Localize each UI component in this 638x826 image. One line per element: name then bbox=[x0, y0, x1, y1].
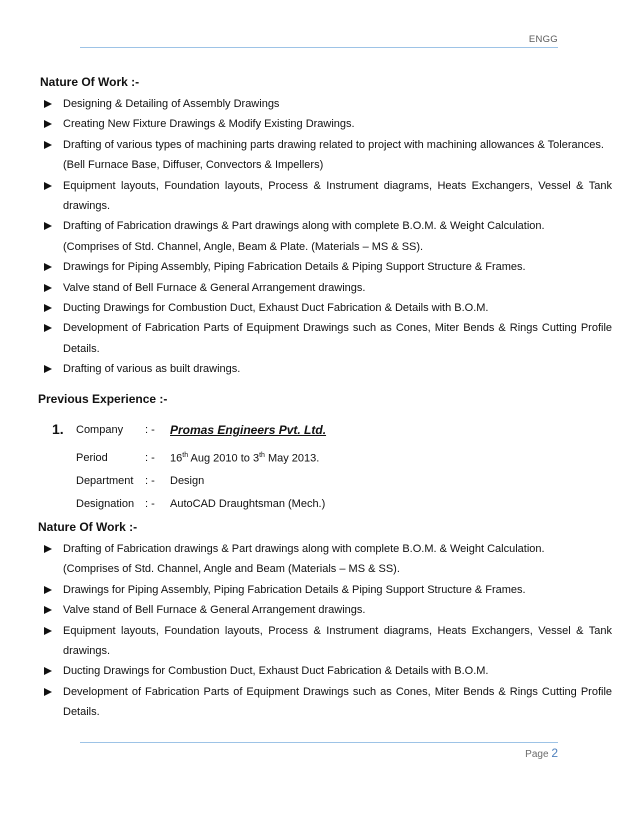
department-separator: : - bbox=[145, 475, 155, 487]
list-item-text: Development of Fabrication Parts of Equipment Drawings such as Cones, Miter Bends & Rings Cutting Profile Details. bbox=[63, 322, 612, 355]
list-item bbox=[44, 580, 612, 600]
list-item-text: Valve stand of Bell Furnace & General Arrangement drawings. bbox=[63, 281, 366, 294]
arrow-bullet-icon bbox=[44, 606, 52, 614]
page-label: Page bbox=[525, 749, 549, 760]
list-item bbox=[44, 135, 612, 176]
arrow-bullet-icon bbox=[44, 304, 52, 312]
list-item-text: Valve stand of Bell Furnace & General Arrangement drawings. bbox=[63, 604, 366, 617]
arrow-bullet-icon bbox=[44, 100, 52, 108]
department-label: Department bbox=[76, 475, 134, 487]
arrow-bullet-icon bbox=[44, 263, 52, 271]
designation-value: AutoCAD Draughtsman (Mech.) bbox=[170, 498, 326, 510]
period-separator: : - bbox=[145, 452, 155, 464]
section2-heading: Nature Of Work :- bbox=[38, 520, 138, 534]
list-item-text: Drafting of various as built drawings. bbox=[63, 363, 241, 376]
company-name: Promas Engineers Pvt. Ltd. bbox=[170, 423, 327, 437]
list-item-text: Drawings for Piping Assembly, Piping Fabrication Details & Piping Support Structure & Frames. bbox=[63, 583, 526, 596]
list-item bbox=[44, 216, 612, 257]
list-item bbox=[44, 318, 612, 359]
section1-list bbox=[44, 94, 612, 380]
list-item-text: Creating New Fixture Drawings & Modify Existing Drawings. bbox=[63, 118, 355, 131]
page-footer bbox=[525, 746, 558, 760]
list-item-text: Designing & Detailing of Assembly Drawings bbox=[63, 98, 280, 110]
section2-list bbox=[44, 539, 612, 723]
arrow-bullet-icon bbox=[44, 627, 52, 635]
list-item-text: Equipment layouts, Foundation layouts, Process & Instrument diagrams, Heats Exchangers, Vessel & Tank drawings. bbox=[63, 624, 612, 658]
list-item bbox=[44, 661, 612, 681]
arrow-bullet-icon bbox=[44, 284, 52, 292]
arrow-bullet-icon bbox=[44, 222, 52, 230]
arrow-bullet-icon bbox=[44, 141, 52, 149]
list-item bbox=[44, 298, 612, 318]
list-item bbox=[44, 278, 612, 298]
list-item bbox=[44, 621, 612, 662]
list-item bbox=[44, 176, 612, 217]
company-label: Company bbox=[76, 424, 124, 436]
arrow-bullet-icon bbox=[44, 545, 52, 553]
list-item-subtext: (Comprises of Std. Channel, Angle, Beam & Plate. (Materials – MS & SS). bbox=[63, 240, 424, 253]
list-item bbox=[44, 257, 612, 277]
designation-separator: : - bbox=[145, 498, 155, 510]
header-label: ENGG bbox=[528, 34, 558, 45]
list-item-text: Drafting of Fabrication drawings & Part drawings along with complete B.O.M. & Weight Calculation. bbox=[63, 543, 545, 555]
list-item-text: Ducting Drawings for Combustion Duct, Exhaust Duct Fabrication & Details with B.O.M. bbox=[63, 302, 489, 315]
department-value: Design bbox=[170, 475, 205, 487]
list-item-text: Drafting of various types of machining parts drawing related to project with machining allowances & Tolerances. bbox=[63, 138, 604, 151]
period-label: Period bbox=[76, 452, 108, 464]
page-number: 2 bbox=[551, 746, 558, 760]
list-item bbox=[44, 539, 612, 580]
list-item bbox=[44, 600, 612, 620]
arrow-bullet-icon bbox=[44, 365, 52, 373]
arrow-bullet-icon bbox=[44, 688, 52, 696]
list-item bbox=[44, 114, 612, 134]
entry-number: 1. bbox=[52, 421, 64, 437]
arrow-bullet-icon bbox=[44, 324, 52, 332]
list-item-text: Drafting of Fabrication drawings & Part drawings along with complete B.O.M. & Weight Calculation. bbox=[63, 220, 545, 233]
list-item-subtext: (Bell Furnace Base, Diffuser, Convectors & Impellers) bbox=[63, 159, 324, 172]
arrow-bullet-icon bbox=[44, 182, 52, 190]
list-item-subtext: (Comprises of Std. Channel, Angle and Beam (Materials – MS & SS). bbox=[63, 563, 400, 576]
list-item-text: Development of Fabrication Parts of Equipment Drawings such as Cones, Miter Bends & Rings Cutting Profile Details. bbox=[63, 685, 612, 719]
designation-label: Designation bbox=[76, 498, 135, 510]
experience-heading: Previous Experience :- bbox=[38, 392, 168, 406]
footer-rule bbox=[80, 742, 558, 743]
arrow-bullet-icon bbox=[44, 586, 52, 594]
arrow-bullet-icon bbox=[44, 120, 52, 128]
period-value: 16th Aug 2010 to 3th May 2013. bbox=[170, 452, 320, 465]
section1-heading: Nature Of Work :- bbox=[40, 75, 140, 89]
list-item-text: Equipment layouts, Foundation layouts, Process & Instrument diagrams, Heats Exchangers, Vessel & Tank drawings. bbox=[63, 179, 612, 213]
arrow-bullet-icon bbox=[44, 667, 52, 675]
company-separator: : - bbox=[145, 424, 155, 436]
list-item bbox=[44, 94, 612, 114]
list-item-text: Drawings for Piping Assembly, Piping Fabrication Details & Piping Support Structure & Frames. bbox=[63, 261, 526, 274]
list-item bbox=[44, 359, 612, 379]
list-item bbox=[44, 682, 612, 723]
list-item-text: Ducting Drawings for Combustion Duct, Exhaust Duct Fabrication & Details with B.O.M. bbox=[63, 665, 489, 678]
header-rule bbox=[80, 47, 558, 48]
